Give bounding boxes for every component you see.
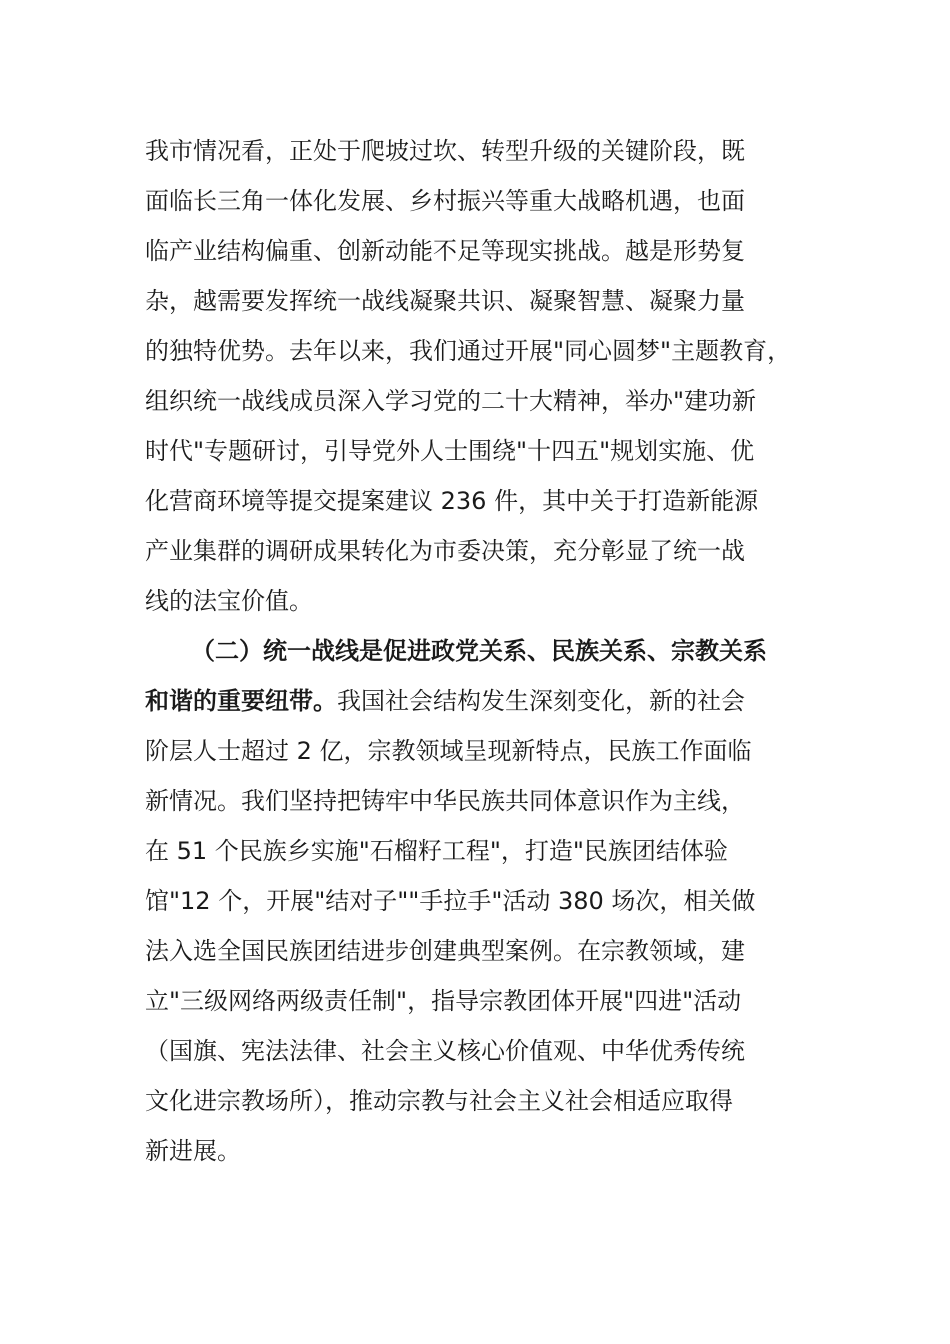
section-heading: （二）统一战线是促进政党关系、民族关系、宗教关系 <box>191 637 767 665</box>
text-line: 组织统一战线成员深入学习党的二十大精神，举办"建功新 <box>145 387 757 415</box>
text-line: 产业集群的调研成果转化为市委决策，充分彰显了统一战 <box>145 537 745 565</box>
text-line: 新情况。我们坚持把铸牢中华民族共同体意识作为主线， <box>145 787 745 815</box>
text-line: 线的法宝价值。 <box>145 587 313 615</box>
text-line: 临产业结构偏重、创新动能不足等现实挑战。越是形势复 <box>145 237 745 265</box>
text-line: 杂，越需要发挥统一战线凝聚共识、凝聚智慧、凝聚力量 <box>145 287 745 315</box>
text-line: 的独特优势。去年以来，我们通过开展"同心圆梦"主题教育， <box>145 337 792 365</box>
document-body <box>145 126 845 1176</box>
text-line: 在 51 个民族乡实施"石榴籽工程"，打造"民族团结体验 <box>145 837 728 865</box>
text-line: （国旗、宪法法律、社会主义核心价值观、中华优秀传统 <box>145 1037 745 1065</box>
text-run: 我国社会结构发生深刻变化，新的社会 <box>337 687 745 715</box>
text-line: 我市情况看，正处于爬坡过坎、转型升级的关键阶段，既 <box>145 137 745 165</box>
text-line: 面临长三角一体化发展、乡村振兴等重大战略机遇，也面 <box>145 187 745 215</box>
text-line: 文化进宗教场所），推动宗教与社会主义社会相适应取得 <box>145 1087 733 1115</box>
text-line: 化营商环境等提交提案建议 236 件，其中关于打造新能源 <box>145 487 759 515</box>
text-line: 馆"12 个，开展"结对子""手拉手"活动 380 场次，相关做 <box>145 887 756 915</box>
section-heading-end: 和谐的重要纽带。 <box>145 687 337 715</box>
text-line: 新进展。 <box>145 1137 241 1165</box>
text-line: 法入选全国民族团结进步创建典型案例。在宗教领域，建 <box>145 937 745 965</box>
text-line <box>145 676 845 726</box>
text-line: 阶层人士超过 2 亿，宗教领域呈现新特点，民族工作面临 <box>145 737 752 765</box>
text-line: 时代"专题研讨，引导党外人士围绕"十四五"规划实施、优 <box>145 437 755 465</box>
text-line: 立"三级网络两级责任制"，指导宗教团体开展"四进"活动 <box>145 987 742 1015</box>
paragraph-2 <box>145 626 845 1176</box>
paragraph-1 <box>145 126 845 626</box>
